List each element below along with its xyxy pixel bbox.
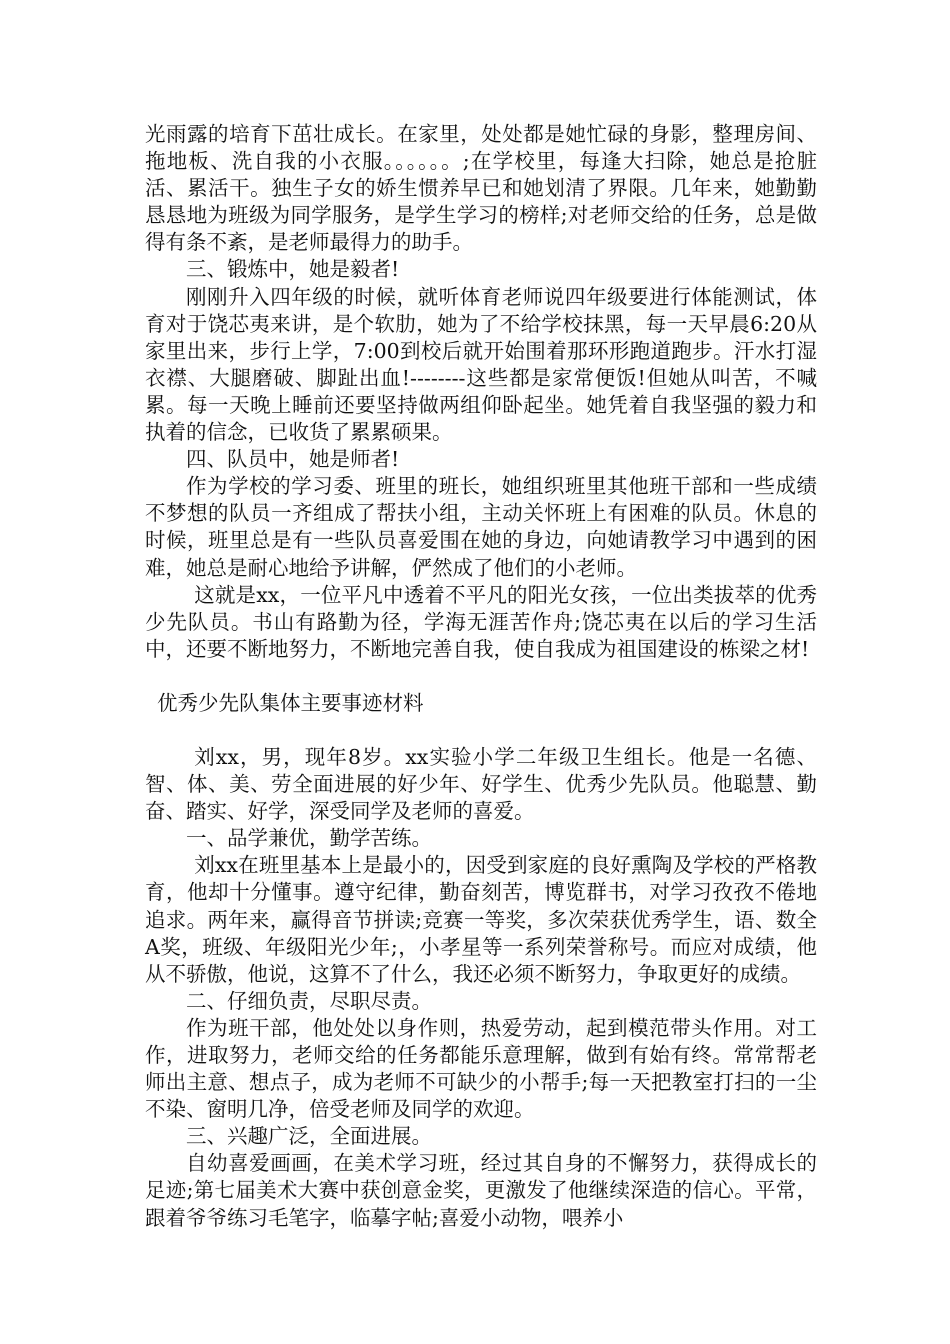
spacer [145, 717, 817, 744]
paragraph-mentor: 作为学校的学习委、班里的班长，她组织班里其他班干部和一些成绩不梦想的队员一齐组成了帮扶小组，主动关怀班上有困难的队员。休息的时候，班里总是有一些队员喜爱围在她的身边，向她请教学习中遇到的困难，她总是耐心地给予讲解，俨然成了他们的小老师。 [145, 474, 817, 580]
paragraph-study: 刘xx在班里基本上是最小的，因受到家庭的良好熏陶及学校的严格教育，他却十分懂事。遵守纪律，勤奋刻苦，博览群书，对学习孜孜不倦地追求。两年来，赢得音节拼读;竞赛一等奖，多次荣获优秀学生，语、数全A奖，班级、年级阳光少年;，小孝星等一系列荣誉称号。而应对成绩，他从不骄傲，他说，这算不了什么，我还必须不断努力，争取更好的成绩。 [145, 853, 817, 986]
spacer [145, 663, 817, 690]
paragraph-duty: 作为班干部，他处处以身作则，热爱劳动，起到模范带头作用。对工作，进取努力，老师交给的任务都能乐意理解，做到有始有终。常常帮老师出主意、想点子，成为老师不可缺少的小帮手;每一天把教室打扫的一尘不染、窗明几净，倍受老师及同学的欢迎。 [145, 1015, 817, 1122]
section-heading-3b: 三、兴趣广泛，全面进展。 [186, 1124, 432, 1149]
section-heading-1: 一、品学兼优，勤学苦练。 [186, 826, 432, 851]
section-heading-4: 四、队员中，她是师者! [186, 447, 400, 472]
section-heading-3: 三、锻炼中，她是毅者! [186, 257, 400, 282]
paragraph-profile: 刘xx，男，现年8岁。xx实验小学二年级卫生组长。他是一名德、智、体、美、劳全面进展的好少年、好学生、优秀少先队员。他聪慧、勤奋、踏实、好学，深受同学及老师的喜爱。 [145, 744, 817, 824]
paragraph-conclusion: 这就是xx，一位平凡中透着不平凡的阳光女孩，一位出类拔萃的优秀少先队员。书山有路勤为径，学海无涯苦作舟;饶芯夷在以后的学习生活中，还要不断地努力，不断地完善自我，使自我成为祖国建设的栋梁之材! [145, 582, 817, 661]
section-heading-2: 二、仔细负责，尽职尽责。 [186, 988, 432, 1013]
paragraph-intro: 光雨露的培育下茁壮成长。在家里，处处都是她忙碌的身影，整理房间、拖地板、洗自我的小衣服。。。。。。;在学校里，每逢大扫除，她总是抢脏活、累活干。独生子女的娇生惯养早已和她划清了界限。几年来，她勤勤恳恳地为班级为同学服务，是学生学习的榜样;对老师交给的任务，总是做得有条不紊，是老师最得力的助手。 [145, 122, 817, 255]
paragraph-exercise: 刚刚升入四年级的时候，就听体育老师说四年级要进行体能测试，体育对于饶芯夷来讲，是个软肋，她为了不给学校抹黑，每一天早晨6:20从家里出来，步行上学，7:00到校后就开始围着那环形跑道跑步。汗水打湿衣襟、大腿磨破、脚趾出血!--------这些都是家常便饭!但她从叫苦，不喊累。每一天晚上睡前还要坚持做两组仰卧起坐。她凭着自我坚强的毅力和执着的信念，已收货了累累硕果。 [145, 284, 817, 445]
document-page [145, 121, 817, 1232]
paragraph-interests: 自幼喜爱画画，在美术学习班，经过其自身的不懈努力，获得成长的足迹;第七届美术大赛中获创意金奖，更激发了他继续深造的信心。平常，跟着爷爷练习毛笔字，临摹字帖;喜爱小动物，喂养小 [145, 1151, 817, 1230]
document-title: 优秀少先队集体主要事迹材料 [157, 690, 424, 715]
